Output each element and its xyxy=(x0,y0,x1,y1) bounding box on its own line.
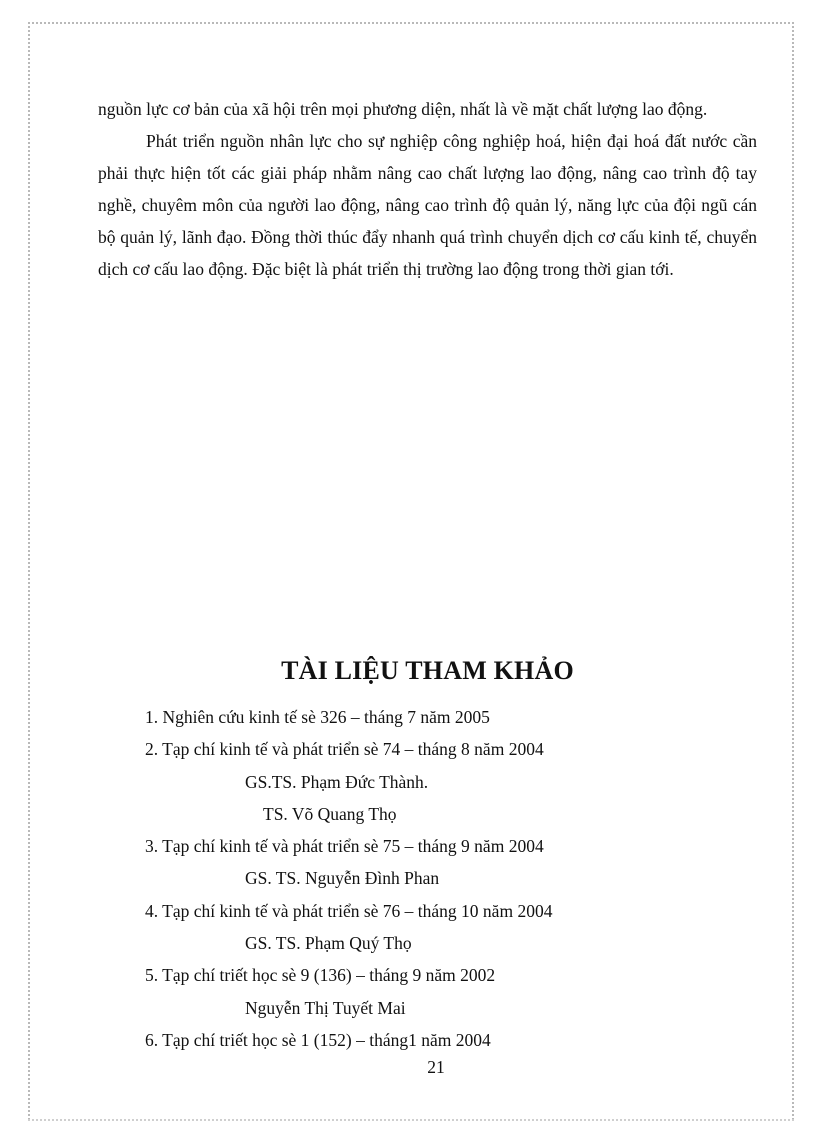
reference-author-4: GS. TS. Phạm Quý Thọ xyxy=(245,933,412,954)
reference-item-3: 3. Tạp chí kinh tế và phát triển sè 75 – tháng 9 năm 2004 xyxy=(145,836,544,857)
paragraph-development: Phát triển nguồn nhân lực cho sự nghiệp công nghiệp hoá, hiện đại hoá đất nước cần phải thực hiện tốt các giải pháp nhằm nâng cao chất lượng lao động, nâng cao trình độ tay nghề, chuyêm môn của người lao động, nâng cao trình độ quản lý, năng lực của đội ngũ cán bộ quản lý, lãnh đạo. Đồng thời thúc đẩy nhanh quá trình chuyển dịch cơ cấu kinh tế, chuyển dịch cơ cấu lao động. Đặc biệt là phát triển thị trường lao động trong thời gian tới. xyxy=(98,131,757,279)
reference-item-2: 2. Tạp chí kinh tế và phát triển sè 74 – tháng 8 năm 2004 xyxy=(145,739,544,760)
body-text xyxy=(98,93,757,285)
reference-item-4: 4. Tạp chí kinh tế và phát triển sè 76 – tháng 10 năm 2004 xyxy=(145,900,553,921)
paragraph-continuation: nguồn lực cơ bản của xã hội trên mọi phương diện, nhất là về mặt chất lượng lao động. xyxy=(98,99,708,119)
reference-author-5: Nguyễn Thị Tuyết Mai xyxy=(245,997,406,1018)
references-title: TÀI LIỆU THAM KHẢO xyxy=(281,656,574,685)
page-number: 21 xyxy=(427,1057,445,1077)
reference-author-2b: TS. Võ Quang Thọ xyxy=(263,803,397,824)
page-bottom-rule xyxy=(28,1119,794,1121)
reference-item-6: 6. Tạp chí triết học sè 1 (152) – tháng1 năm 2004 xyxy=(145,1029,491,1050)
references-list xyxy=(145,701,745,1056)
reference-author-3: GS. TS. Nguyễn Đình Phan xyxy=(245,868,440,889)
reference-author-2a: GS.TS. Phạm Đức Thành. xyxy=(245,771,429,792)
reference-item-5: 5. Tạp chí triết học sè 9 (136) – tháng 9 năm 2002 xyxy=(145,965,496,986)
reference-item-1: 1. Nghiên cứu kinh tế sè 326 – tháng 7 năm 2005 xyxy=(145,707,490,727)
